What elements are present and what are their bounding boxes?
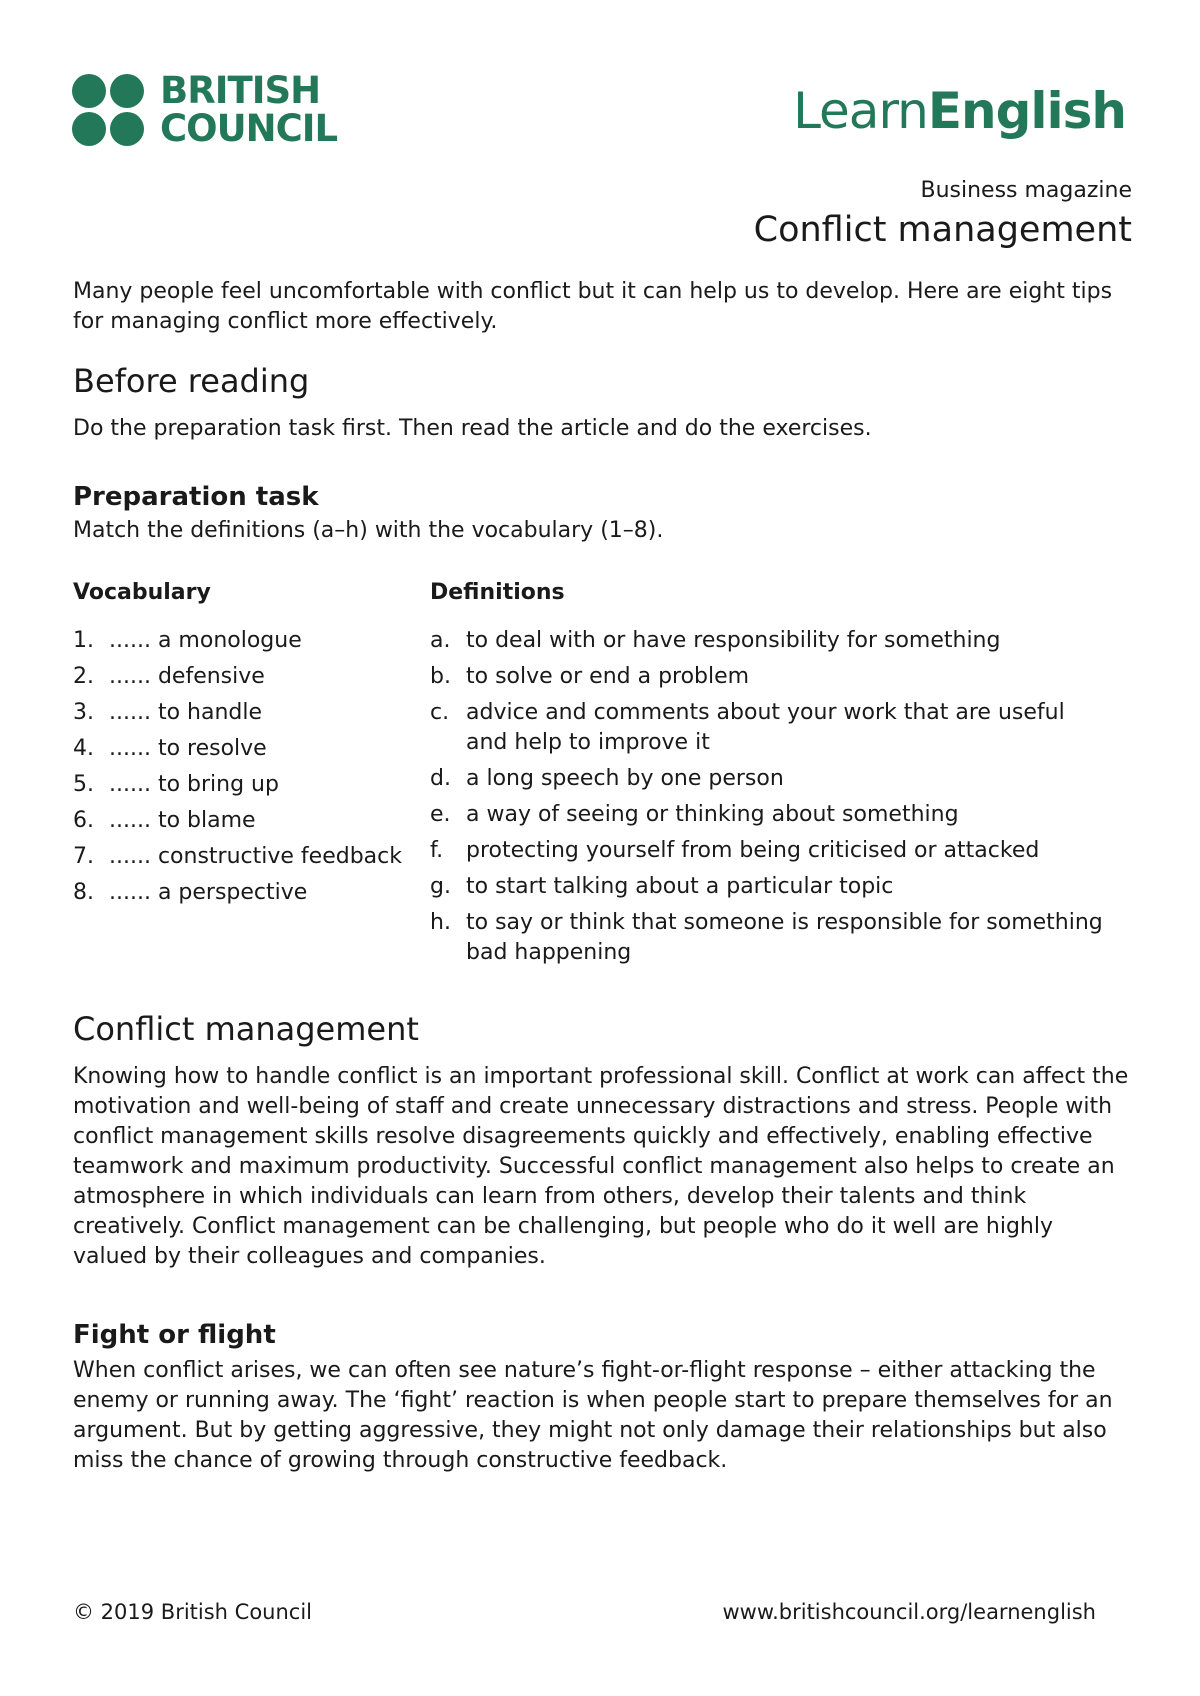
vocab-text: ...... to bring up <box>109 772 279 797</box>
vocab-text: ...... defensive <box>109 664 265 689</box>
logo-line-1: BRITISH <box>160 69 321 112</box>
vocab-number: 7. <box>73 844 94 869</box>
preparation-heading: Preparation task <box>73 482 319 512</box>
learn-wordmark-light: Learn <box>793 82 928 140</box>
learn-wordmark-bold: English <box>927 82 1126 140</box>
british-council-logo <box>72 69 338 150</box>
vocab-text: ...... to blame <box>109 808 256 833</box>
definition-letter: b. <box>430 664 451 689</box>
definition-item <box>430 764 1110 794</box>
logo-wordmark <box>160 69 338 150</box>
vocab-text: ...... a monologue <box>109 628 302 653</box>
vocab-text: ...... to handle <box>109 700 263 725</box>
logo-line-2: COUNCIL <box>160 107 338 150</box>
definition-item <box>430 908 1110 968</box>
definition-item <box>430 626 1110 656</box>
definition-letter: c. <box>430 700 450 725</box>
intro-paragraph: Many people feel uncomfortable with conflict but it can help us to develop. Here are eight tips for managing conflict more effectively. <box>73 279 1113 334</box>
vocab-text: ...... constructive feedback <box>109 844 402 869</box>
vocab-item <box>73 842 413 872</box>
vocab-number: 5. <box>73 772 94 797</box>
fight-or-flight-heading: Fight or flight <box>73 1320 276 1350</box>
definition-text: protecting yourself from being criticised or attacked <box>466 838 1040 863</box>
definition-letter: d. <box>430 766 451 791</box>
definition-letter: h. <box>430 910 451 935</box>
definition-letter: e. <box>430 802 451 827</box>
definition-item <box>430 800 1110 830</box>
before-reading-heading: Before reading <box>73 362 310 400</box>
definition-item <box>430 872 1110 902</box>
definitions-heading: Definitions <box>430 580 565 605</box>
definition-text: to start talking about a particular topic <box>466 874 894 899</box>
vocab-item <box>73 878 413 908</box>
article-heading: Conflict management <box>73 1010 419 1048</box>
vocabulary-heading: Vocabulary <box>73 580 211 605</box>
learnenglish-logo <box>793 82 1126 140</box>
definition-item <box>430 698 1110 758</box>
vocab-number: 4. <box>73 736 94 761</box>
vocab-item <box>73 806 413 836</box>
definition-text: a way of seeing or thinking about something <box>466 802 959 827</box>
vocab-text: ...... a perspective <box>109 880 308 905</box>
before-reading-text: Do the preparation task first. Then read the article and do the exercises. <box>73 416 872 441</box>
definition-text: a long speech by one person <box>466 766 784 791</box>
definition-item <box>430 836 1110 866</box>
vocab-number: 2. <box>73 664 94 689</box>
magazine-kicker: Business magazine <box>920 178 1132 203</box>
logo-dots-icon <box>72 74 144 146</box>
vocabulary-list <box>73 626 413 908</box>
definitions-list <box>430 626 1110 968</box>
vocab-item <box>73 770 413 800</box>
definition-text: to solve or end a problem <box>466 664 750 689</box>
preparation-instruction: Match the definitions (a–h) with the vocabulary (1–8). <box>73 518 664 543</box>
footer-url[interactable]: www.britishcouncil.org/learnenglish <box>722 1600 1096 1624</box>
fight-or-flight-paragraph: When conflict arises, we can often see nature’s fight-or-flight response – either attacking the enemy or running away. The ‘fight’ reaction is when people start to prepare themselves for an argument. But by getting aggressive, they might not only damage their relationships but also miss the chance of growing through constructive feedback. <box>73 1358 1113 1473</box>
vocab-item <box>73 698 413 728</box>
vocab-item <box>73 662 413 692</box>
definition-letter: f. <box>430 838 444 863</box>
vocab-item <box>73 734 413 764</box>
vocab-number: 1. <box>73 628 94 653</box>
vocab-item <box>73 626 413 656</box>
vocabulary-column <box>73 580 413 914</box>
definition-text: advice and comments about your work that are useful and help to improve it <box>466 700 1065 755</box>
article-paragraph: Knowing how to handle conflict is an important professional skill. Conflict at work can affect the motivation and well-being of staff and create unnecessary distractions and stress. People with conflict management skills resolve disagreements quickly and effectively, enabling effective teamwork and maximum productivity. Successful conflict management also helps to create an atmosphere in which individuals can learn from others, develop their talents and think creatively. Conflict management can be challenging, but people who do it well are highly valued by their colleagues and companies. <box>73 1064 1129 1269</box>
vocab-text: ...... to resolve <box>109 736 267 761</box>
definitions-column <box>430 580 1110 974</box>
definition-item <box>430 662 1110 692</box>
page-title: Conflict management <box>753 210 1132 250</box>
definition-letter: a. <box>430 628 451 653</box>
copyright: © 2019 British Council <box>73 1600 313 1624</box>
vocab-number: 8. <box>73 880 94 905</box>
definition-text: to deal with or have responsibility for something <box>466 628 1001 653</box>
definition-text: to say or think that someone is responsible for something bad happening <box>466 910 1103 965</box>
vocab-number: 3. <box>73 700 94 725</box>
definition-letter: g. <box>430 874 451 899</box>
vocab-number: 6. <box>73 808 94 833</box>
